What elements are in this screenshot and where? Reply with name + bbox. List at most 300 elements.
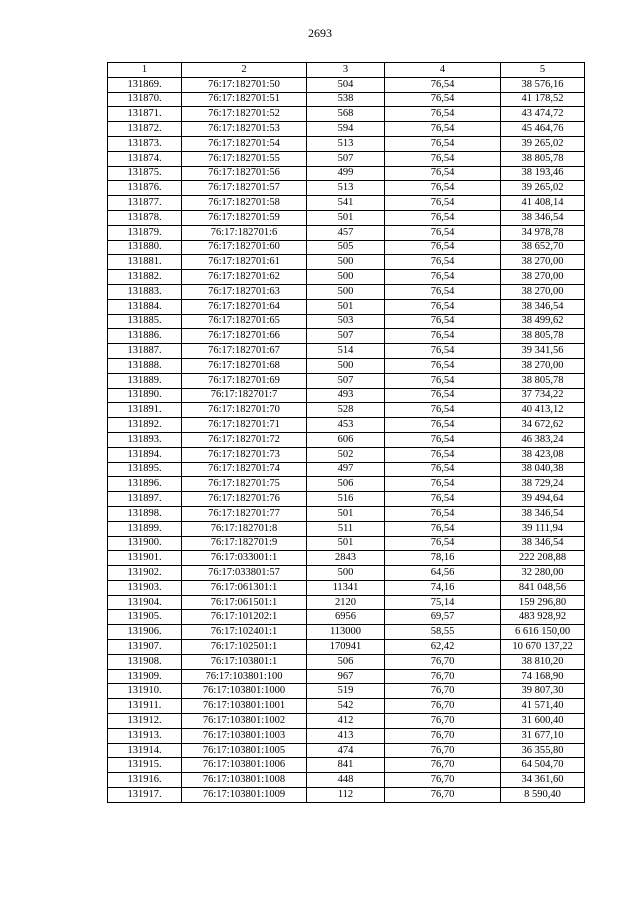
cadastral-number-cell: 76:17:102501:1 [182, 640, 307, 655]
area-cell: 112 [307, 788, 385, 803]
cadastral-number-cell: 76:17:182701:61 [182, 255, 307, 270]
cadastral-number-cell: 76:17:103801:100 [182, 669, 307, 684]
area-cell: 967 [307, 669, 385, 684]
table-row [108, 447, 585, 462]
area-cell: 501 [307, 536, 385, 551]
page-number: 2693 [308, 26, 332, 40]
value-cell: 34 978,78 [501, 225, 585, 240]
value-cell: 31 600,40 [501, 714, 585, 729]
table-row [108, 418, 585, 433]
table-row [108, 166, 585, 181]
table-row [108, 640, 585, 655]
cadastral-number-cell: 76:17:182701:77 [182, 506, 307, 521]
table-row [108, 773, 585, 788]
cadastral-number-cell: 76:17:101202:1 [182, 610, 307, 625]
row-number-cell: 131912. [108, 714, 182, 729]
table-row [108, 610, 585, 625]
row-number-cell: 131886. [108, 329, 182, 344]
value-cell: 38 729,24 [501, 477, 585, 492]
table-row [108, 758, 585, 773]
row-number-cell: 131899. [108, 521, 182, 536]
area-cell: 541 [307, 196, 385, 211]
area-cell: 501 [307, 210, 385, 225]
row-number-cell: 131878. [108, 210, 182, 225]
cadastral-number-cell: 76:17:182701:53 [182, 122, 307, 137]
cadastral-number-cell: 76:17:182701:74 [182, 462, 307, 477]
area-cell: 507 [307, 373, 385, 388]
value-cell: 39 807,30 [501, 684, 585, 699]
area-cell: 514 [307, 344, 385, 359]
rate-cell: 76,70 [385, 669, 501, 684]
cadastral-number-cell: 76:17:182701:57 [182, 181, 307, 196]
value-cell: 64 504,70 [501, 758, 585, 773]
rate-cell: 76,70 [385, 684, 501, 699]
area-cell: 506 [307, 477, 385, 492]
value-cell: 483 928,92 [501, 610, 585, 625]
table-row [108, 580, 585, 595]
value-cell: 10 670 137,22 [501, 640, 585, 655]
rate-cell: 76,54 [385, 388, 501, 403]
row-number-cell: 131903. [108, 580, 182, 595]
table-row [108, 151, 585, 166]
rate-cell: 76,54 [385, 136, 501, 151]
cadastral-number-cell: 76:17:182701:66 [182, 329, 307, 344]
row-number-cell: 131897. [108, 492, 182, 507]
rate-cell: 76,54 [385, 151, 501, 166]
area-cell: 500 [307, 358, 385, 373]
rate-cell: 76,70 [385, 743, 501, 758]
rate-cell: 76,54 [385, 299, 501, 314]
area-cell: 500 [307, 566, 385, 581]
cadastral-number-cell: 76:17:033001:1 [182, 551, 307, 566]
row-number-cell: 131889. [108, 373, 182, 388]
rate-cell: 76,54 [385, 284, 501, 299]
cadastral-number-cell: 76:17:182701:51 [182, 92, 307, 107]
table-row [108, 477, 585, 492]
rate-cell: 76,54 [385, 77, 501, 92]
area-cell: 568 [307, 107, 385, 122]
value-cell: 38 346,54 [501, 210, 585, 225]
rate-cell: 76,70 [385, 773, 501, 788]
value-cell: 31 677,10 [501, 728, 585, 743]
cadastral-number-cell: 76:17:182701:72 [182, 432, 307, 447]
table-row [108, 136, 585, 151]
rate-cell: 76,54 [385, 506, 501, 521]
rate-cell: 76,54 [385, 329, 501, 344]
cadastral-number-cell: 76:17:182701:56 [182, 166, 307, 181]
row-number-cell: 131881. [108, 255, 182, 270]
cadastral-number-cell: 76:17:182701:71 [182, 418, 307, 433]
area-cell: 606 [307, 432, 385, 447]
table-row [108, 388, 585, 403]
cadastral-number-cell: 76:17:182701:6 [182, 225, 307, 240]
cadastral-number-cell: 76:17:182701:70 [182, 403, 307, 418]
rate-cell: 76,54 [385, 255, 501, 270]
value-cell: 39 265,02 [501, 136, 585, 151]
data-table [107, 62, 585, 803]
area-cell: 502 [307, 447, 385, 462]
row-number-cell: 131893. [108, 432, 182, 447]
value-cell: 38 810,20 [501, 654, 585, 669]
value-cell: 222 208,88 [501, 551, 585, 566]
area-cell: 506 [307, 654, 385, 669]
value-cell: 38 346,54 [501, 536, 585, 551]
row-number-cell: 131874. [108, 151, 182, 166]
cadastral-number-cell: 76:17:182701:69 [182, 373, 307, 388]
area-cell: 448 [307, 773, 385, 788]
value-cell: 36 355,80 [501, 743, 585, 758]
cadastral-number-cell: 76:17:182701:55 [182, 151, 307, 166]
value-cell: 38 040,38 [501, 462, 585, 477]
rate-cell: 76,54 [385, 166, 501, 181]
row-number-cell: 131905. [108, 610, 182, 625]
area-cell: 501 [307, 299, 385, 314]
row-number-cell: 131892. [108, 418, 182, 433]
cadastral-number-cell: 76:17:182701:67 [182, 344, 307, 359]
row-number-cell: 131901. [108, 551, 182, 566]
value-cell: 46 383,24 [501, 432, 585, 447]
table-row [108, 788, 585, 803]
row-number-cell: 131872. [108, 122, 182, 137]
table-row [108, 210, 585, 225]
area-cell: 500 [307, 284, 385, 299]
table-row [108, 122, 585, 137]
cadastral-number-cell: 76:17:103801:1009 [182, 788, 307, 803]
value-cell: 43 474,72 [501, 107, 585, 122]
rate-cell: 76,54 [385, 181, 501, 196]
row-number-cell: 131909. [108, 669, 182, 684]
row-number-cell: 131887. [108, 344, 182, 359]
table-row [108, 240, 585, 255]
rate-cell: 74,16 [385, 580, 501, 595]
cadastral-number-cell: 76:17:182701:63 [182, 284, 307, 299]
table-row [108, 432, 585, 447]
rate-cell: 76,54 [385, 92, 501, 107]
rate-cell: 76,54 [385, 358, 501, 373]
value-cell: 39 265,02 [501, 181, 585, 196]
area-cell: 528 [307, 403, 385, 418]
cadastral-number-cell: 76:17:182701:64 [182, 299, 307, 314]
row-number-cell: 131904. [108, 595, 182, 610]
rate-cell: 76,54 [385, 403, 501, 418]
table-row [108, 492, 585, 507]
row-number-cell: 131916. [108, 773, 182, 788]
row-number-cell: 131914. [108, 743, 182, 758]
row-number-cell: 131880. [108, 240, 182, 255]
cadastral-number-cell: 76:17:182701:50 [182, 77, 307, 92]
table-row [108, 344, 585, 359]
rate-cell: 76,54 [385, 270, 501, 285]
rate-cell: 76,54 [385, 240, 501, 255]
header-col-3: 3 [307, 63, 385, 78]
table-row [108, 255, 585, 270]
value-cell: 38 270,00 [501, 255, 585, 270]
table-row [108, 373, 585, 388]
row-number-cell: 131917. [108, 788, 182, 803]
row-number-cell: 131913. [108, 728, 182, 743]
area-cell: 519 [307, 684, 385, 699]
area-cell: 170941 [307, 640, 385, 655]
area-cell: 457 [307, 225, 385, 240]
table-row [108, 699, 585, 714]
row-number-cell: 131908. [108, 654, 182, 669]
row-number-cell: 131873. [108, 136, 182, 151]
rate-cell: 76,54 [385, 477, 501, 492]
rate-cell: 78,16 [385, 551, 501, 566]
value-cell: 159 296,80 [501, 595, 585, 610]
cadastral-number-cell: 76:17:182701:59 [182, 210, 307, 225]
table-row [108, 728, 585, 743]
value-cell: 38 346,54 [501, 299, 585, 314]
table-row [108, 462, 585, 477]
table-row [108, 654, 585, 669]
cadastral-number-cell: 76:17:182701:62 [182, 270, 307, 285]
value-cell: 38 193,46 [501, 166, 585, 181]
value-cell: 32 280,00 [501, 566, 585, 581]
table-row [108, 743, 585, 758]
rate-cell: 76,70 [385, 699, 501, 714]
row-number-cell: 131882. [108, 270, 182, 285]
table-row [108, 536, 585, 551]
value-cell: 38 270,00 [501, 358, 585, 373]
row-number-cell: 131907. [108, 640, 182, 655]
row-number-cell: 131896. [108, 477, 182, 492]
rate-cell: 76,54 [385, 225, 501, 240]
value-cell: 45 464,76 [501, 122, 585, 137]
value-cell: 38 805,78 [501, 329, 585, 344]
area-cell: 6956 [307, 610, 385, 625]
rate-cell: 76,54 [385, 447, 501, 462]
table-row [108, 684, 585, 699]
cadastral-number-cell: 76:17:182701:7 [182, 388, 307, 403]
cadastral-number-cell: 76:17:102401:1 [182, 625, 307, 640]
value-cell: 38 652,70 [501, 240, 585, 255]
area-cell: 503 [307, 314, 385, 329]
area-cell: 501 [307, 506, 385, 521]
cadastral-number-cell: 76:17:182701:68 [182, 358, 307, 373]
cadastral-number-cell: 76:17:182701:9 [182, 536, 307, 551]
area-cell: 412 [307, 714, 385, 729]
rate-cell: 76,54 [385, 210, 501, 225]
row-number-cell: 131869. [108, 77, 182, 92]
value-cell: 74 168,90 [501, 669, 585, 684]
table-row [108, 595, 585, 610]
area-cell: 500 [307, 255, 385, 270]
area-cell: 453 [307, 418, 385, 433]
rate-cell: 76,54 [385, 196, 501, 211]
table-row [108, 714, 585, 729]
value-cell: 8 590,40 [501, 788, 585, 803]
table-row [108, 284, 585, 299]
cadastral-number-cell: 76:17:182701:8 [182, 521, 307, 536]
row-number-cell: 131884. [108, 299, 182, 314]
header-row [108, 63, 585, 78]
row-number-cell: 131879. [108, 225, 182, 240]
area-cell: 113000 [307, 625, 385, 640]
cadastral-number-cell: 76:17:182701:58 [182, 196, 307, 211]
area-cell: 2843 [307, 551, 385, 566]
table-row [108, 196, 585, 211]
rate-cell: 62,42 [385, 640, 501, 655]
rate-cell: 76,54 [385, 492, 501, 507]
rate-cell: 76,54 [385, 462, 501, 477]
value-cell: 38 805,78 [501, 151, 585, 166]
row-number-cell: 131876. [108, 181, 182, 196]
value-cell: 34 672,62 [501, 418, 585, 433]
area-cell: 2120 [307, 595, 385, 610]
area-cell: 507 [307, 329, 385, 344]
rate-cell: 64,56 [385, 566, 501, 581]
area-cell: 474 [307, 743, 385, 758]
rate-cell: 76,54 [385, 418, 501, 433]
cadastral-number-cell: 76:17:182701:76 [182, 492, 307, 507]
table-row [108, 358, 585, 373]
value-cell: 38 805,78 [501, 373, 585, 388]
row-number-cell: 131894. [108, 447, 182, 462]
area-cell: 497 [307, 462, 385, 477]
rate-cell: 76,54 [385, 536, 501, 551]
area-cell: 542 [307, 699, 385, 714]
value-cell: 38 423,08 [501, 447, 585, 462]
value-cell: 841 048,56 [501, 580, 585, 595]
table-row [108, 92, 585, 107]
row-number-cell: 131900. [108, 536, 182, 551]
table-row [108, 329, 585, 344]
cadastral-number-cell: 76:17:033801:57 [182, 566, 307, 581]
header-col-5: 5 [501, 63, 585, 78]
cadastral-number-cell: 76:17:103801:1001 [182, 699, 307, 714]
rate-cell: 76,70 [385, 714, 501, 729]
table-row [108, 566, 585, 581]
cadastral-number-cell: 76:17:182701:75 [182, 477, 307, 492]
area-cell: 504 [307, 77, 385, 92]
value-cell: 38 270,00 [501, 270, 585, 285]
row-number-cell: 131871. [108, 107, 182, 122]
cadastral-number-cell: 76:17:103801:1 [182, 654, 307, 669]
cadastral-number-cell: 76:17:103801:1008 [182, 773, 307, 788]
cadastral-number-cell: 76:17:103801:1006 [182, 758, 307, 773]
value-cell: 41 571,40 [501, 699, 585, 714]
rate-cell: 76,54 [385, 107, 501, 122]
area-cell: 499 [307, 166, 385, 181]
rate-cell: 76,54 [385, 432, 501, 447]
value-cell: 41 408,14 [501, 196, 585, 211]
row-number-cell: 131906. [108, 625, 182, 640]
rate-cell: 76,70 [385, 758, 501, 773]
row-number-cell: 131885. [108, 314, 182, 329]
area-cell: 507 [307, 151, 385, 166]
area-cell: 516 [307, 492, 385, 507]
area-cell: 500 [307, 270, 385, 285]
value-cell: 38 499,62 [501, 314, 585, 329]
row-number-cell: 131898. [108, 506, 182, 521]
rate-cell: 76,70 [385, 654, 501, 669]
table-row [108, 181, 585, 196]
row-number-cell: 131875. [108, 166, 182, 181]
table-row [108, 299, 585, 314]
value-cell: 38 270,00 [501, 284, 585, 299]
value-cell: 37 734,22 [501, 388, 585, 403]
row-number-cell: 131883. [108, 284, 182, 299]
row-number-cell: 131890. [108, 388, 182, 403]
value-cell: 34 361,60 [501, 773, 585, 788]
row-number-cell: 131910. [108, 684, 182, 699]
row-number-cell: 131915. [108, 758, 182, 773]
rate-cell: 76,70 [385, 788, 501, 803]
table-row [108, 403, 585, 418]
row-number-cell: 131877. [108, 196, 182, 211]
cadastral-number-cell: 76:17:182701:65 [182, 314, 307, 329]
table-row [108, 107, 585, 122]
area-cell: 505 [307, 240, 385, 255]
cadastral-number-cell: 76:17:103801:1000 [182, 684, 307, 699]
cadastral-number-cell: 76:17:103801:1002 [182, 714, 307, 729]
rate-cell: 76,54 [385, 521, 501, 536]
row-number-cell: 131891. [108, 403, 182, 418]
table-row [108, 669, 585, 684]
rate-cell: 69,57 [385, 610, 501, 625]
rate-cell: 75,14 [385, 595, 501, 610]
table-row [108, 225, 585, 240]
cadastral-number-cell: 76:17:182701:54 [182, 136, 307, 151]
table-row [108, 551, 585, 566]
area-cell: 511 [307, 521, 385, 536]
row-number-cell: 131911. [108, 699, 182, 714]
value-cell: 39 341,56 [501, 344, 585, 359]
table-row [108, 77, 585, 92]
area-cell: 538 [307, 92, 385, 107]
area-cell: 841 [307, 758, 385, 773]
table-row [108, 270, 585, 285]
header-col-1: 1 [108, 63, 182, 78]
cadastral-number-cell: 76:17:182701:73 [182, 447, 307, 462]
rate-cell: 76,54 [385, 122, 501, 137]
row-number-cell: 131870. [108, 92, 182, 107]
cadastral-number-cell: 76:17:103801:1003 [182, 728, 307, 743]
area-cell: 11341 [307, 580, 385, 595]
rate-cell: 76,54 [385, 314, 501, 329]
value-cell: 39 494,64 [501, 492, 585, 507]
cadastral-number-cell: 76:17:103801:1005 [182, 743, 307, 758]
header-col-4: 4 [385, 63, 501, 78]
cadastral-number-cell: 76:17:061501:1 [182, 595, 307, 610]
value-cell: 41 178,52 [501, 92, 585, 107]
table-row [108, 506, 585, 521]
area-cell: 594 [307, 122, 385, 137]
rate-cell: 58,55 [385, 625, 501, 640]
area-cell: 493 [307, 388, 385, 403]
row-number-cell: 131895. [108, 462, 182, 477]
row-number-cell: 131902. [108, 566, 182, 581]
rate-cell: 76,54 [385, 373, 501, 388]
rate-cell: 76,54 [385, 344, 501, 359]
row-number-cell: 131888. [108, 358, 182, 373]
cadastral-number-cell: 76:17:182701:60 [182, 240, 307, 255]
value-cell: 38 346,54 [501, 506, 585, 521]
table-row [108, 314, 585, 329]
table-row [108, 625, 585, 640]
cadastral-number-cell: 76:17:061301:1 [182, 580, 307, 595]
value-cell: 40 413,12 [501, 403, 585, 418]
area-cell: 513 [307, 181, 385, 196]
area-cell: 513 [307, 136, 385, 151]
value-cell: 38 576,16 [501, 77, 585, 92]
value-cell: 6 616 150,00 [501, 625, 585, 640]
table-header [108, 63, 585, 78]
value-cell: 39 111,94 [501, 521, 585, 536]
area-cell: 413 [307, 728, 385, 743]
header-col-2: 2 [182, 63, 307, 78]
